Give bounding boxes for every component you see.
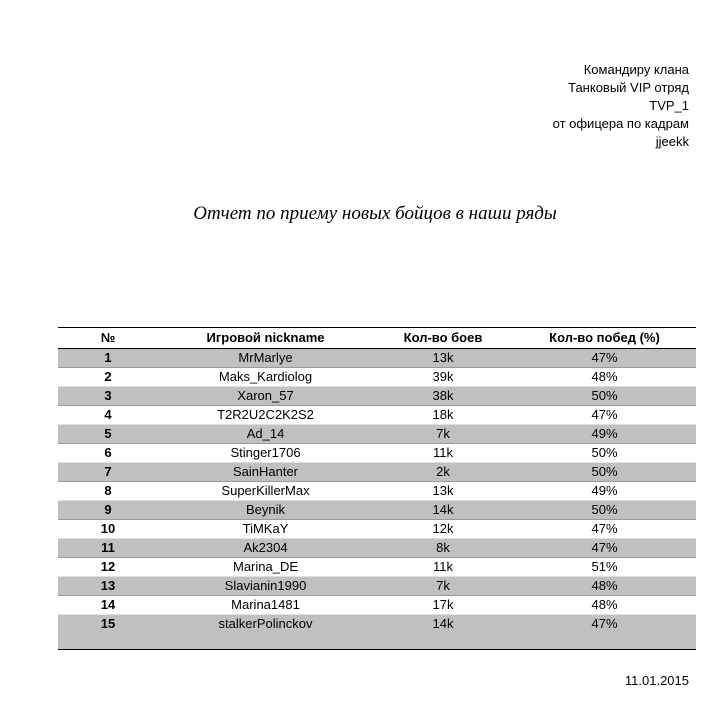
row-winrate: 51% bbox=[591, 559, 618, 574]
row-battles: 39k bbox=[432, 369, 454, 384]
column-header-battles: Кол-во боев bbox=[403, 330, 483, 345]
table-row bbox=[58, 349, 696, 368]
row-battles: 14k bbox=[432, 616, 454, 631]
row-winrate: 47% bbox=[591, 616, 618, 631]
row-nickname: TiMKaY bbox=[242, 521, 289, 536]
row-battles: 17k bbox=[432, 597, 454, 612]
report-title: Отчет по приему новых бойцов в наши ряды bbox=[193, 203, 557, 224]
row-battles: 13k bbox=[432, 483, 454, 498]
table-row bbox=[58, 596, 696, 615]
table-row bbox=[58, 425, 696, 444]
addressee-line: Командиру клана bbox=[583, 62, 689, 77]
row-winrate: 50% bbox=[591, 445, 618, 460]
row-battles: 13k bbox=[432, 350, 454, 365]
row-nickname: stalkerPolinckov bbox=[218, 616, 313, 631]
table-row bbox=[58, 387, 696, 406]
row-winrate: 50% bbox=[591, 502, 618, 517]
row-winrate: 48% bbox=[591, 369, 618, 384]
row-nickname: Ad_14 bbox=[246, 426, 285, 441]
row-number: 10 bbox=[100, 521, 116, 536]
table-row bbox=[58, 539, 696, 558]
row-number: 5 bbox=[104, 426, 112, 441]
column-header-winrate: Кол-во побед (%) bbox=[549, 330, 660, 345]
row-battles: 38k bbox=[432, 388, 454, 403]
row-nickname: Marina1481 bbox=[231, 597, 300, 612]
row-winrate: 49% bbox=[591, 483, 618, 498]
row-nickname: Ak2304 bbox=[243, 540, 288, 555]
row-winrate: 48% bbox=[591, 597, 618, 612]
report-date: 11.01.2015 bbox=[624, 673, 689, 688]
row-battles: 11k bbox=[433, 559, 453, 574]
row-number: 15 bbox=[100, 616, 116, 631]
row-nickname: Xaron_57 bbox=[237, 388, 294, 403]
table-row bbox=[58, 463, 696, 482]
addressee-line: Танковый VIP отряд bbox=[568, 80, 689, 95]
row-nickname: SainHanter bbox=[232, 464, 299, 479]
row-battles: 18k bbox=[432, 407, 454, 422]
table-row bbox=[58, 615, 696, 650]
row-winrate: 48% bbox=[591, 578, 618, 593]
row-battles: 7k bbox=[436, 426, 450, 441]
row-number: 3 bbox=[104, 388, 112, 403]
column-header-number: № bbox=[100, 330, 116, 345]
table-row bbox=[58, 501, 696, 520]
table-row bbox=[58, 368, 696, 387]
table-header-row bbox=[58, 328, 696, 349]
table-row bbox=[58, 558, 696, 577]
row-nickname: SuperKillerMax bbox=[221, 483, 310, 498]
row-battles: 2k bbox=[436, 464, 450, 479]
row-winrate: 47% bbox=[591, 407, 618, 422]
row-number: 9 bbox=[104, 502, 112, 517]
row-nickname: T2R2U2C2K2S2 bbox=[217, 407, 314, 422]
row-battles: 14k bbox=[432, 502, 454, 517]
row-number: 2 bbox=[104, 369, 112, 384]
table-row bbox=[58, 482, 696, 501]
row-battles: 7k bbox=[436, 578, 450, 593]
row-winrate: 49% bbox=[591, 426, 618, 441]
row-number: 11 bbox=[101, 540, 115, 555]
addressee-block bbox=[553, 61, 689, 151]
row-winrate: 47% bbox=[591, 521, 618, 536]
table-row bbox=[58, 520, 696, 539]
table-row bbox=[58, 577, 696, 596]
row-nickname: Maks_Kardiolog bbox=[218, 369, 313, 384]
row-winrate: 50% bbox=[591, 464, 618, 479]
row-number: 7 bbox=[104, 464, 112, 479]
row-number: 8 bbox=[104, 483, 112, 498]
row-winrate: 47% bbox=[591, 350, 618, 365]
row-number: 1 bbox=[104, 350, 112, 365]
addressee-line: от офицера по кадрам bbox=[552, 116, 689, 131]
row-winrate: 50% bbox=[591, 388, 618, 403]
row-nickname: Beynik bbox=[245, 502, 286, 517]
row-nickname: Slavianin1990 bbox=[224, 578, 307, 593]
row-nickname: Stinger1706 bbox=[230, 445, 301, 460]
row-number: 13 bbox=[100, 578, 116, 593]
addressee-line: jjeekk bbox=[655, 134, 689, 149]
table-row bbox=[58, 444, 696, 463]
row-battles: 8k bbox=[436, 540, 450, 555]
row-battles: 12k bbox=[432, 521, 454, 536]
row-nickname: MrMarlye bbox=[238, 350, 293, 365]
row-number: 4 bbox=[104, 407, 112, 422]
recruits-table bbox=[58, 327, 696, 650]
addressee-line: TVP_1 bbox=[649, 98, 689, 113]
row-number: 12 bbox=[100, 559, 116, 574]
row-winrate: 47% bbox=[591, 540, 618, 555]
table-row bbox=[58, 406, 696, 425]
row-number: 14 bbox=[100, 597, 116, 612]
row-battles: 11k bbox=[433, 445, 453, 460]
row-nickname: Marina_DE bbox=[232, 559, 299, 574]
row-number: 6 bbox=[104, 445, 112, 460]
column-header-nickname: Игровой nickname bbox=[206, 330, 325, 345]
